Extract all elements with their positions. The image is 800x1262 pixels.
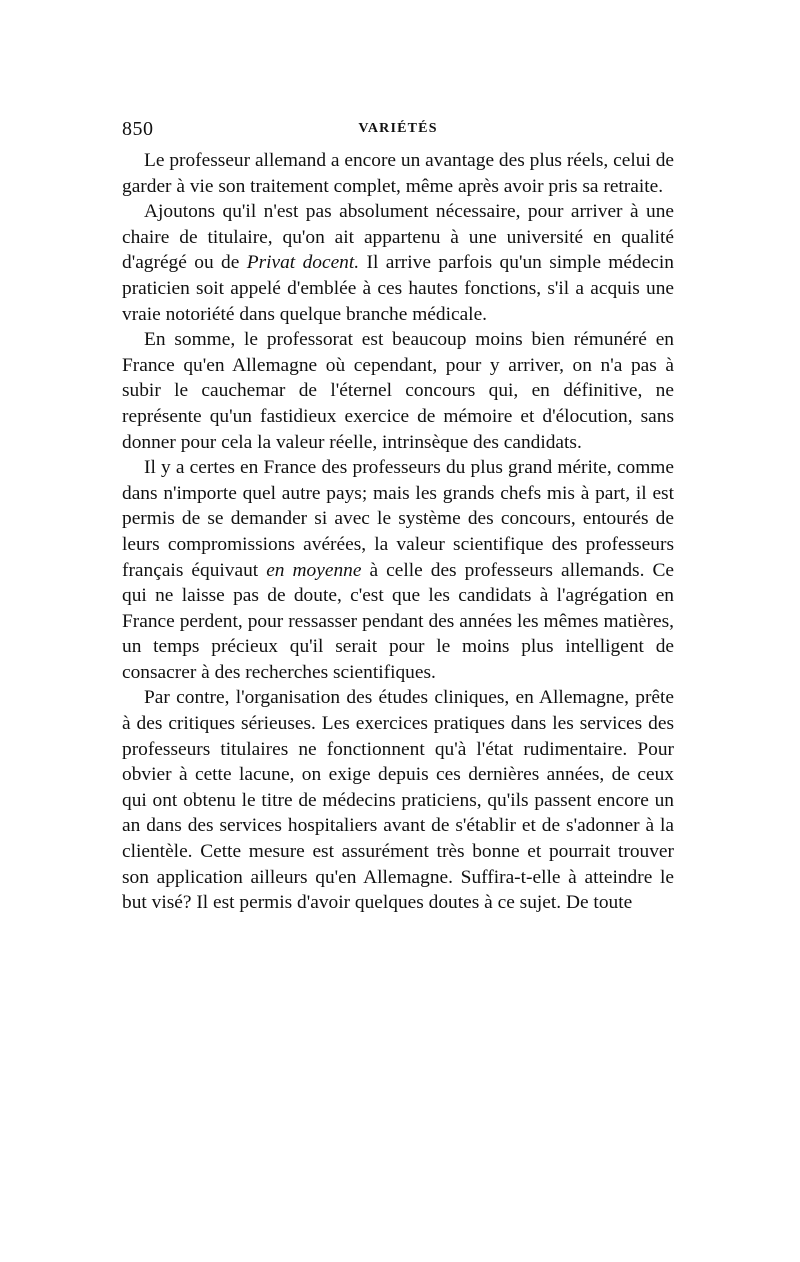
running-head [122,118,674,144]
paragraph-4-text-before: Il y a certes en France des professeurs du plus grand mérite, comme dans n'importe quel autre pays; mais les grands chefs mis à part, il est permis de se demander si avec le système des concours, entourés de leurs compromissions avérées, la valeur scientifique des professeurs français équivaut [122,457,674,581]
paragraph-5: Par contre, l'organisation des études cliniques, en Allemagne, prête à des critiques sérieuses. Les exercices pratiques dans les services des professeurs titulaires ne fonctionnent qu'à l'état rudimentaire. Pour obvier à cette lacune, on exige depuis ces dernières années, de ceux qui ont obtenu le titre de médecins praticiens, qu'ils passent encore un an dans des services hospitaliers avant de s'établir et de s'adonner à la clientèle. Cette mesure est assurément très bonne et pourrait trouver son application ailleurs qu'en Allemagne. Suffira-t-elle à atteindre le but visé? Il est permis d'avoir quelques doutes à ce sujet. De toute [122,687,674,914]
paragraph-2-emphasis: Privat docent. [246,252,360,274]
paragraph-1: Le professeur allemand a encore un avantage des plus réels, celui de garder à vie son traitement complet, même après avoir pris sa retraite. [122,150,674,197]
page-number: 850 [122,118,154,140]
paragraph-3: En somme, le professorat est beaucoup moins bien rémunéré en France qu'en Allemagne où cependant, pour y arriver, on n'a pas à subir le cauchemar de l'éternel concours qui, en définitive, ne représente qu'un fastidieux exercice de mémoire et d'élocution, sans donner pour cela la valeur réelle, intrinsèque des candidats. [122,329,674,453]
paragraph-4 [122,455,674,685]
paragraph-4-text-after: à celle des professeurs allemands. Ce qui ne laisse pas de doute, c'est que les candidats à l'agrégation en France perdent, pour ressasser pendant des années les mêmes matières, un temps précieux qu'il serait pour le moins plus intelligent de consacrer à des recherches scientifiques. [122,559,675,683]
book-page [122,118,674,916]
body-text [122,148,674,916]
paragraph-2-text-before: Ajoutons qu'il n'est pas absolument nécessaire, pour arriver à une chaire de titulaire, qu'on ait appartenu à une université en qualité d'agrégé ou de [122,201,674,274]
paragraph-2-text-after: Il arrive parfois qu'un simple médecin praticien soit appelé d'emblée à ces hautes fonctions, s'il a acquis une vraie notoriété dans quelque branche médicale. [122,252,674,325]
paragraph-4-emphasis: en moyenne [266,559,362,581]
paragraph-2 [122,199,674,327]
running-title: VARIÉTÉS [358,121,438,136]
